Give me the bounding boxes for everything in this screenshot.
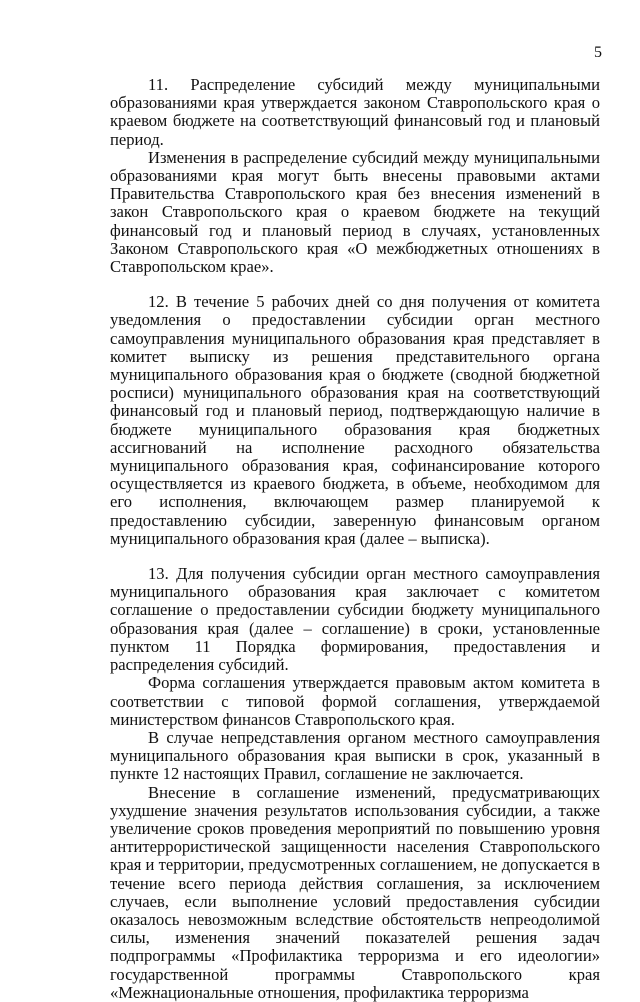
paragraph-13-no-extract: В случае непредставления органом местного самоуправления муниципального образования края выписки в срок, указанный в пункте 12 настоящих Правил, соглашение не заключается. [110,727,600,784]
page-number: 5 [594,44,602,61]
document-body [110,76,600,1002]
paragraph-11: 11. Распределение субсидий между муниципальными образованиями края утверждается законом Ставропольского края о краевом бюджете на соответствующий финансовый год и плановый период. [110,75,600,149]
paragraph-12: 12. В течение 5 рабочих дней со дня получения от комитета уведомления о предоставлении субсидии орган местного самоуправления муниципального образования края представляет в комитет выписку из решения представительного органа муниципального образования края о бюджете (сводной бюджетной росписи) муниципального образования края на соответствующий финансовый год и плановый период, подтверждающую наличие в бюджете муниципального образования края бюджетных ассигнований на исполнение расходного обязательства муниципального образования края, софинансирование которого осуществляется из краевого бюджета, в объеме, необходимом для его исполнения, включающем размер планируемой к предоставлению субсидии, заверенную финансовым органом муниципального образования края (далее – выписка). [110,292,600,548]
paragraph-13: 13. Для получения субсидии орган местного самоуправления муниципального образования края заключает с комитетом соглашение о предоставлении субсидии бюджету муниципального образования края (далее – соглашение) в сроки, установленные пунктом 11 Порядка формирования, предоставления и распределения субсидий. [110,564,600,675]
paragraph-11-amendments: Изменения в распределение субсидий между муниципальными образованиями края могут быть внесены правовыми актами Правительства Ставропольского края без внесения изменений в закон Ставропольского края о краевом бюджете на текущий финансовый год и плановый период в случаях, установленных Законом Ставропольского края «О межбюджетных отношениях в Ставропольском крае». [110,147,600,277]
paragraph-13-agreement-form: Форма соглашения утверждается правовым актом комитета в соответствии с типовой формой соглашения, утверждаемой министерством финансов Ставропольского края. [110,673,600,729]
paragraph-13-changes: Внесение в соглашение изменений, предусматривающих ухудшение значения результатов использования субсидии, а также увеличение сроков проведения мероприятий по повышению уровня антитеррористической защищенности населения Ставропольского края и территории, предусмотренных соглашением, не допускается в течение всего периода действия соглашения, за исключением случаев, если выполнение условий предоставления субсидии оказалось невозможным вследствие обстоятельств непреодолимой силы, изменения значений показателей решения задач подпрограммы «Профилактика терроризма и его идеологии» государственной программы Ставропольского края «Межнациональные отношения, профилактика терроризма [110,782,600,1002]
